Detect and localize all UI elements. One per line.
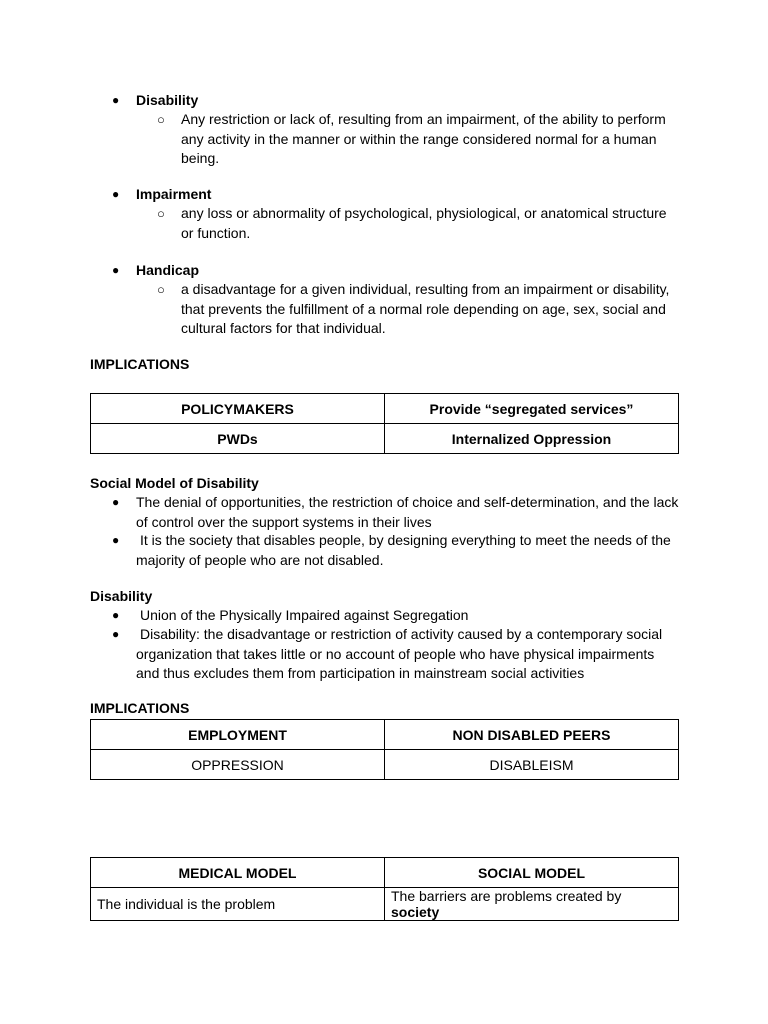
bullet-icon: ● [112, 495, 120, 509]
implications-heading: IMPLICATIONS [90, 700, 190, 716]
implications-table-2 [90, 719, 679, 780]
table-header-cell: EMPLOYMENT [91, 720, 385, 750]
table-row [91, 858, 679, 888]
table-cell [385, 888, 679, 921]
definition-term-impairment: Impairment [136, 186, 212, 202]
social-model-text: The barriers are problems created by [391, 888, 622, 904]
table-cell: The individual is the problem [91, 888, 385, 921]
bullet-icon: ● [112, 187, 120, 201]
table-row [91, 720, 679, 750]
social-model-heading: Social Model of Disability [90, 475, 259, 491]
table-row [91, 888, 679, 921]
table-cell: DISABLEISM [385, 750, 679, 780]
disability-heading: Disability [90, 588, 153, 604]
bullet-icon: ● [112, 263, 120, 277]
bullet-icon: ● [112, 533, 120, 547]
circle-bullet-icon: ○ [157, 282, 165, 297]
implications-heading: IMPLICATIONS [90, 356, 190, 372]
bullet-icon: ● [112, 93, 120, 107]
definition-term-handicap: Handicap [136, 262, 200, 278]
table-cell: Internalized Oppression [385, 424, 679, 454]
bullet-icon: ● [112, 608, 120, 622]
definition-text-impairment: any loss or abnormality of psychological, physiological, or anatomical structure or function. [181, 205, 667, 241]
definition-term-disability: Disability [136, 92, 199, 108]
table-header-cell: NON DISABLED PEERS [385, 720, 679, 750]
table-cell: PWDs [91, 424, 385, 454]
table-cell: OPPRESSION [91, 750, 385, 780]
disability-item: Disability: the disadvantage or restriction of activity caused by a contemporary social organization that takes little or no account of people who have physical impairments and thus excludes them from participation in mainstream social activities [136, 626, 663, 681]
implications-table [90, 393, 679, 454]
table-cell: POLICYMAKERS [91, 394, 385, 424]
table-cell: Provide “segregated services” [385, 394, 679, 424]
social-model-emphasis: society [391, 904, 440, 920]
definition-text-handicap: a disadvantage for a given individual, resulting from an impairment or disability, that prevents the fulfillment of a normal role depending on age, sex, social and cultural factors for that individual. [181, 281, 670, 336]
disability-item: Union of the Physically Impaired against Segregation [140, 607, 469, 623]
models-table [90, 857, 679, 921]
circle-bullet-icon: ○ [157, 206, 165, 221]
bullet-icon: ● [112, 627, 120, 641]
circle-bullet-icon: ○ [157, 112, 165, 127]
social-model-item: It is the society that disables people, by designing everything to meet the needs of the majority of people who are not disabled. [136, 532, 671, 568]
definition-text-disability: Any restriction or lack of, resulting from an impairment, of the ability to perform any activity in the manner or within the range considered normal for a human being. [181, 111, 666, 166]
social-model-item: The denial of opportunities, the restriction of choice and self-determination, and the lack of control over the support systems in their lives [136, 494, 679, 530]
table-header-cell: MEDICAL MODEL [91, 858, 385, 888]
table-row [91, 750, 679, 780]
table-row [91, 394, 679, 424]
table-header-cell: SOCIAL MODEL [385, 858, 679, 888]
table-row [91, 424, 679, 454]
